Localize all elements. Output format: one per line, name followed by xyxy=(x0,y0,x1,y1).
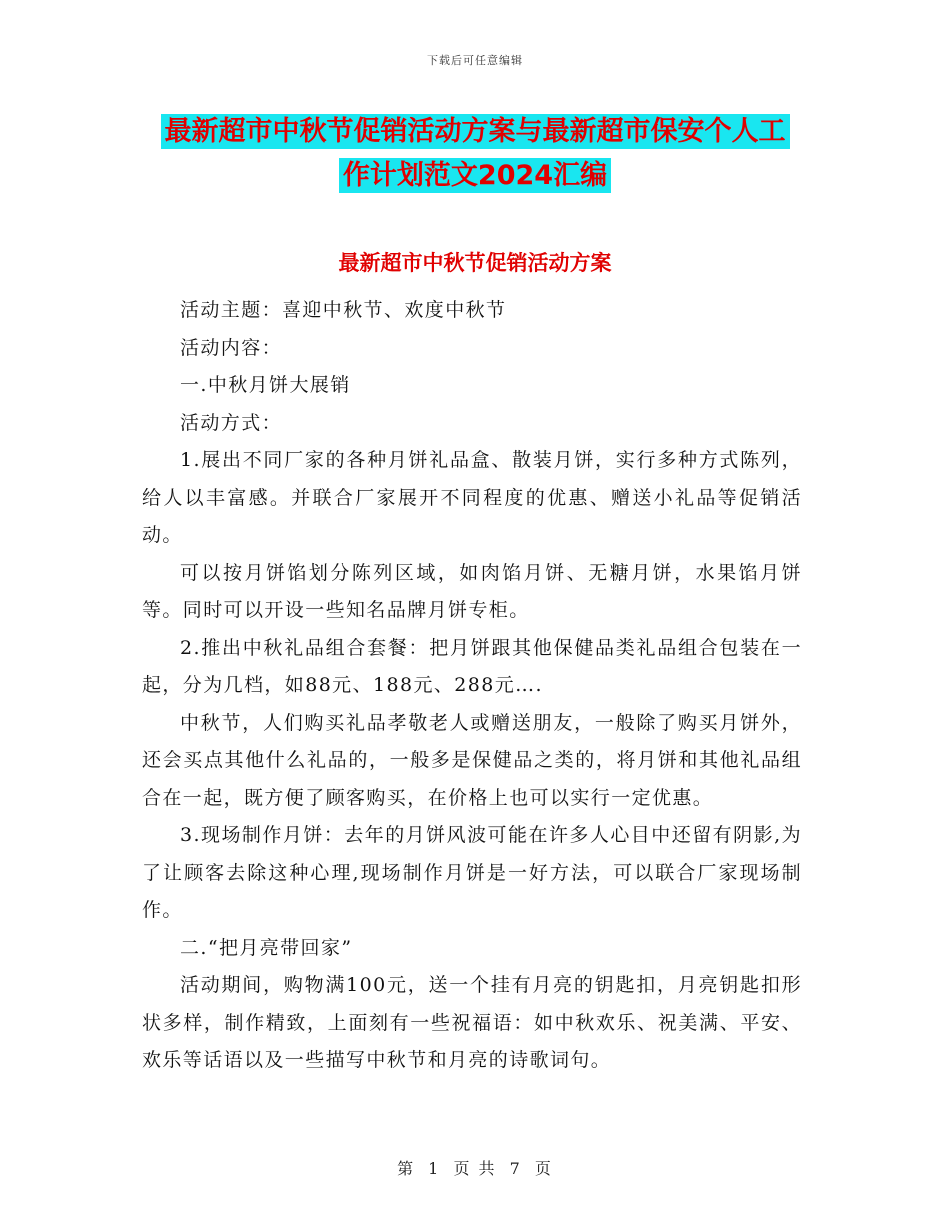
paragraph: 一.中秋月饼大展销 xyxy=(180,374,351,396)
paragraph: 活动期间，购物满100元，送一个挂有月亮的钥匙扣，月亮钥匙扣形状多样，制作精致，上面刻有一些祝福语：如中秋欢乐、祝美满、平安、欢乐等话语以及一些描写中秋节和月亮的诗歌词句。 xyxy=(142,974,802,1071)
footer-middle: 页 共 xyxy=(453,1159,497,1178)
paragraph: 1.展出不同厂家的各种月饼礼品盒、散装月饼，实行多种方式陈列，给人以丰富感。并联合厂家展开不同程度的优惠、赠送小礼品等促销活动。 xyxy=(142,449,802,546)
paragraph: 可以按月饼馅划分陈列区域，如肉馅月饼、无糖月饼，水果馅月饼等。同时可以开设一些知名品牌月饼专柜。 xyxy=(142,561,802,621)
footer-prefix: 第 xyxy=(397,1159,416,1178)
footer-page-number: 1 xyxy=(428,1159,441,1178)
paragraph: 3.现场制作月饼：去年的月饼风波可能在许多人心目中还留有阴影,为了让顾客去除这种心理,现场制作月饼是一好方法，可以联合厂家现场制作。 xyxy=(142,824,802,921)
paragraph: 二.“把月亮带回家” xyxy=(180,936,353,959)
document-title-line-1: 最新超市中秋节促销活动方案与最新超市保安个人工 xyxy=(161,114,790,149)
page-footer xyxy=(0,1156,950,1179)
footer-total-pages: 7 xyxy=(509,1159,522,1178)
footer-suffix: 页 xyxy=(534,1159,553,1178)
document-title-line-2: 作计划范文2024汇编 xyxy=(339,158,611,193)
paragraph: 中秋节，人们购买礼品孝敬老人或赠送朋友，一般除了购买月饼外，还会买点其他什么礼品的，一般多是保健品之类的，将月饼和其他礼品组合在一起，既方便了顾客购买，在价格上也可以实行一定优惠。 xyxy=(142,711,802,809)
section-title: 最新超市中秋节促销活动方案 xyxy=(338,251,612,275)
paragraph: 活动方式： xyxy=(180,411,283,434)
paragraph: 2.推出中秋礼品组合套餐：把月饼跟其他保健品类礼品组合包装在一起，分为几档，如88元、188元、288元…. xyxy=(142,636,802,696)
header-note: 下载后可任意编辑 xyxy=(427,54,523,67)
paragraph: 活动内容： xyxy=(180,336,283,359)
paragraph: 活动主题：喜迎中秋节、欢度中秋节 xyxy=(180,299,507,321)
document-title xyxy=(150,110,800,198)
body-text xyxy=(142,292,802,1080)
